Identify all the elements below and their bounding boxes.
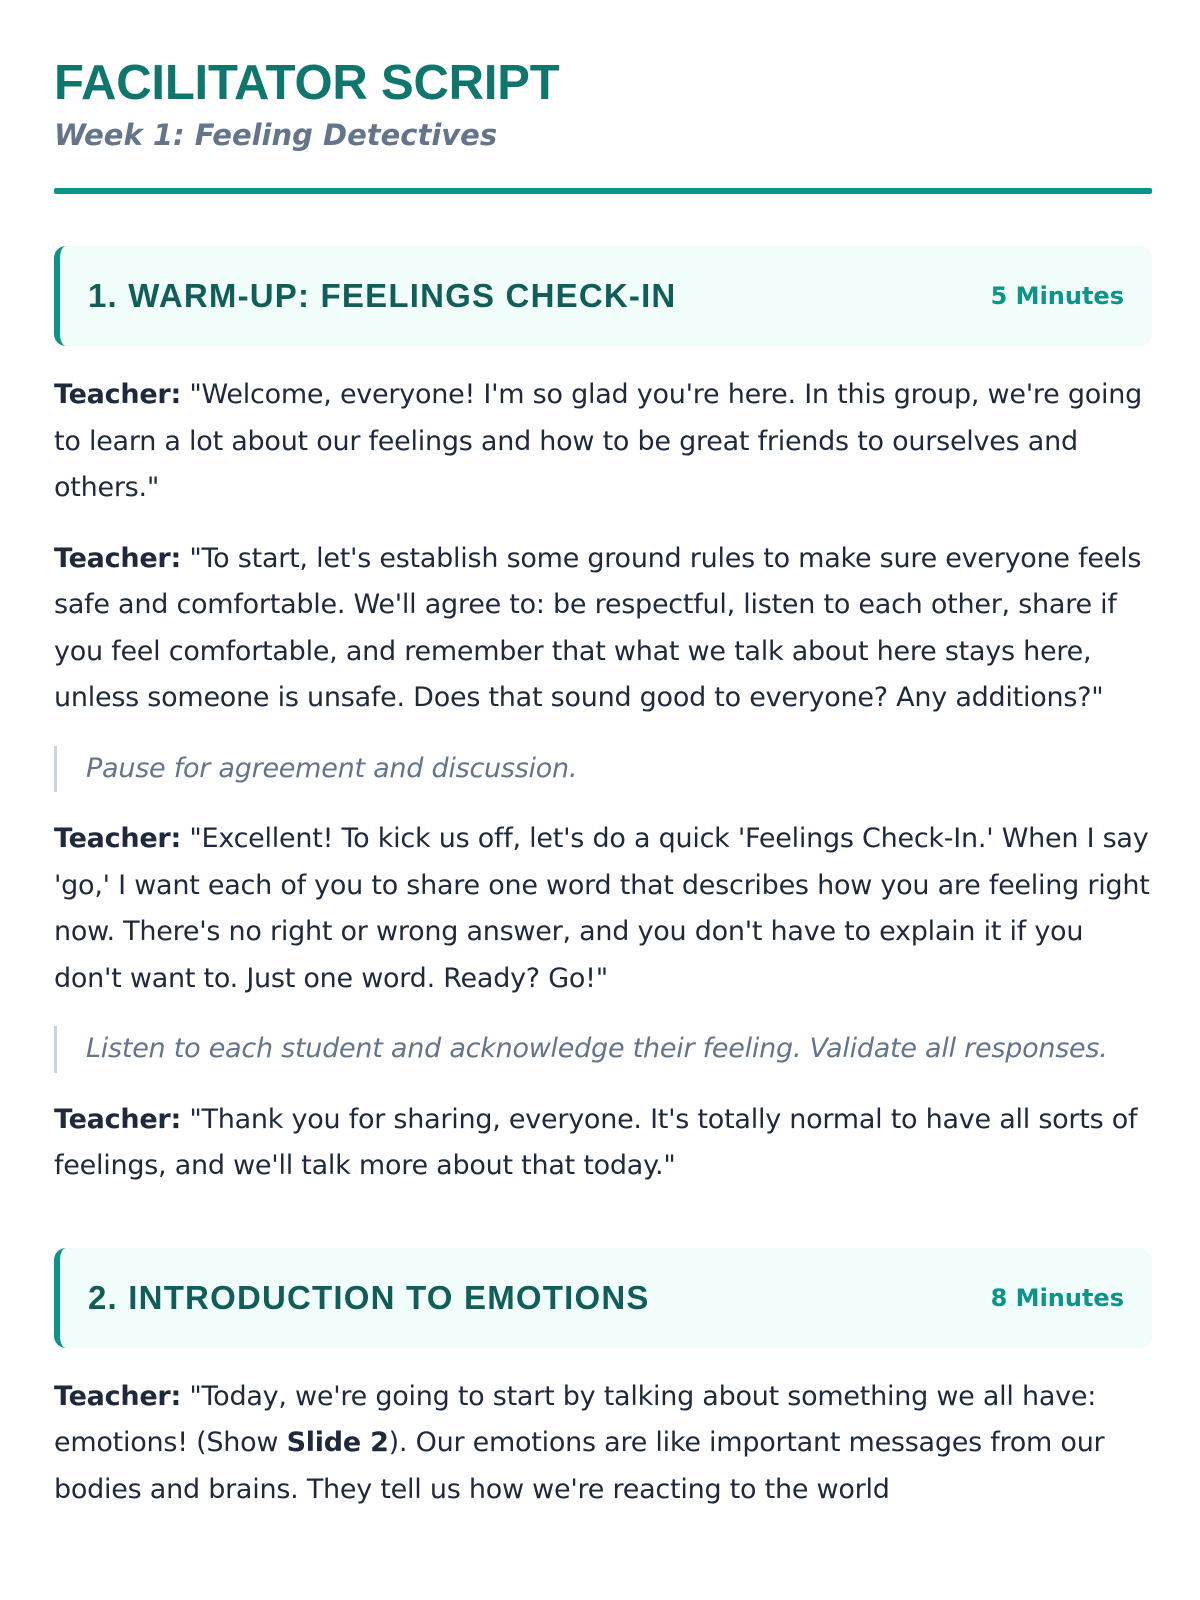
section-duration: 5 Minutes [990,282,1124,310]
speaker-label: Teacher: [54,1103,182,1135]
section-header-warm-up [54,246,1152,346]
dialogue-paragraph [54,1374,1152,1514]
dialogue-paragraph [54,536,1152,722]
document-title: FACILITATOR SCRIPT [54,56,560,110]
dialogue-text: "Thank you for sharing, everyone. It's totally normal to have all sorts of feelings, and we'll talk more about that today." [54,1103,1138,1181]
facilitator-note: Listen to each student and acknowledge their feeling. Validate all responses. [54,1026,1152,1073]
dialogue-paragraph [54,816,1152,1002]
dialogue-paragraph [54,372,1152,512]
header-divider [54,188,1152,194]
dialogue-text: "Excellent! To kick us off, let's do a quick 'Feelings Check-In.' When I say 'go,' I want each of you to share one word that describes how you are feeling right now. There's no right or wrong answer, and you don't have to explain it if you don't want to. Just one word. Ready? Go!" [54,823,1150,994]
section-duration: 8 Minutes [990,1283,1124,1312]
speaker-label: Teacher: [54,1380,182,1412]
dialogue-text: "Today, we're going to start by talking about something we all have: emotions! (Show [54,1380,1097,1458]
dialogue-text: ). Our emotions are like important messages from our bodies and brains. They tell us how we're reacting to the world [54,1427,1105,1505]
slide-reference: Slide 2 [286,1427,389,1458]
facilitator-note: Pause for agreement and discussion. [54,746,1152,793]
document-header [54,0,1152,194]
speaker-label: Teacher: [54,379,182,410]
dialogue-paragraph [54,1097,1152,1190]
speaker-label: Teacher: [54,542,182,574]
section-title: 2. INTRODUCTION TO EMOTIONS [88,1278,650,1316]
section-header-introduction [54,1248,1152,1348]
speaker-label: Teacher: [54,823,182,854]
section-title: 1. WARM-UP: FEELINGS CHECK-IN [88,277,677,314]
dialogue-text: "Welcome, everyone! I'm so glad you're here. In this group, we're going to learn a lot about our feelings and how to be great friends to ourselves and others." [54,379,1143,503]
document-subtitle: Week 1: Feeling Detectives [54,118,498,152]
dialogue-text: "To start, let's establish some ground rules to make sure everyone feels safe and comfortable. We'll agree to: be respectful, listen to each other, share if you feel comfortable, and remember that what we talk about here stays here, unless someone is unsafe. Does that sound good to everyone? Any additions?" [54,542,1142,713]
